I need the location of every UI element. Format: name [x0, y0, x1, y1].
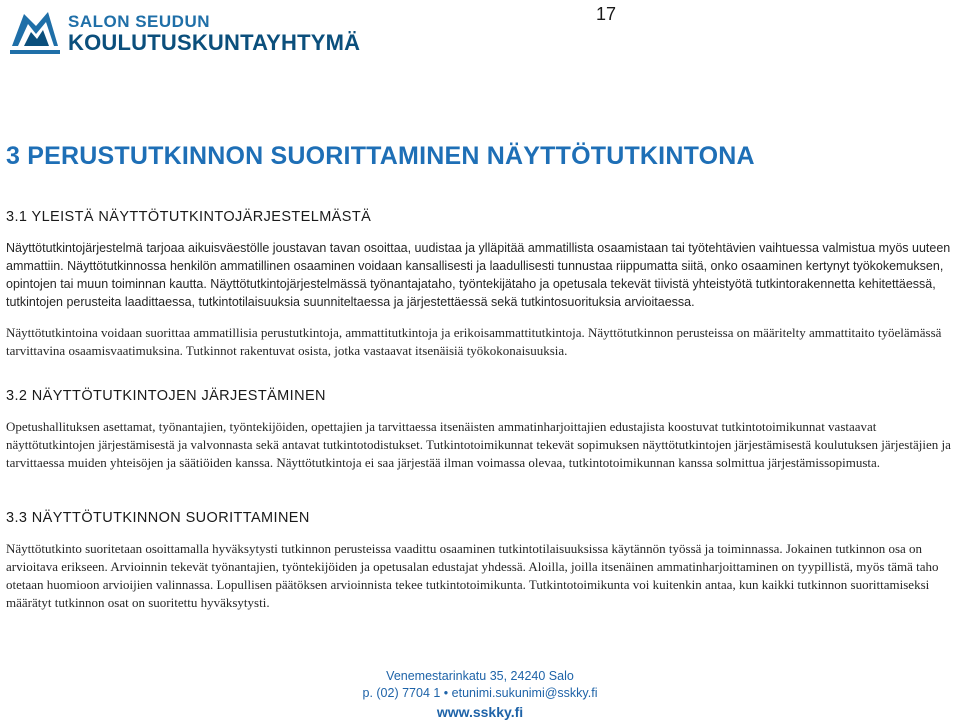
- logo-text: [68, 13, 360, 54]
- header-logo: [8, 6, 360, 60]
- section-3-1-heading: 3.1 YLEISTÄ NÄYTTÖTUTKINTOJÄRJESTELMÄSTÄ: [6, 209, 372, 225]
- section-3-heading: 3 PERUSTUTKINNON SUORITTAMINEN NÄYTTÖTUTKINTONA: [6, 142, 755, 170]
- document-content: [6, 142, 956, 612]
- footer-contact: p. (02) 7704 1 • etunimi.sukunimi@sskky.fi: [362, 686, 598, 700]
- logo-line2: KOULUTUSKUNTAYHTYMÄ: [68, 29, 361, 55]
- footer-website-link[interactable]: www.sskky.fi: [436, 704, 524, 720]
- page-number: 17: [595, 4, 616, 24]
- organization-logo-icon: [8, 6, 62, 60]
- footer: [330, 668, 630, 722]
- section-3-1-paragraph-1: Näyttötutkintojärjestelmä tarjoaa aikuisväestölle joustavan tavan osoittaa, uudistaa ja ylläpitää ammatillista osaamistaan tai työtehtävien vaihtuessa valmistua myös uuteen ammattiin. Näyttötutkinnossa henkilön ammatillinen osaaminen voidaan kansallisesti ja laadullisesti tunnustaa riippumatta siitä, onko osaaminen kertynyt työkokemuksen, opintojen tai muun toiminnan kautta. Näyttötutkintojärjestelmässä työnantajataho, työntekijätaho ja opetusala tekevät tiivistä yhteistyötä tutkintorakennetta kehitettäessä, tutkintojen perusteita laadittaessa, tutkintotilaisuuksia suunniteltaessa ja järjestettäessä sekä tutkintosuorituksia arvioitaessa.: [6, 241, 951, 309]
- footer-address: Venemestarinkatu 35, 24240 Salo: [386, 669, 574, 683]
- section-3-3-paragraph-1: Näyttötutkinto suoritetaan osoittamalla hyväksytysti tutkinnon perusteissa vaadittu osaaminen tutkintotilaisuuksissa käytännön työssä ja toiminnassa. Jokainen tutkinnon osa on arvioitava erikseen. Arvioinnin tekevät työnantajien, työntekijöiden ja opetusalan edustajat yhdessä. Aloilla, joilla itsenäinen ammatinharjoittaminen on tyypillistä, myös tämä taho otetaan huomioon arvioijien valinnassa. Lopullisen päätöksen arvioinnista tekee tutkintotoimikunta. Tutkintotoimikunta voi kuitenkin antaa, kun kaikki tutkinnon suorittamiseksi määrätyt tutkinnon osat on suoritettu hyväksytysti.: [6, 541, 939, 610]
- logo-line1: SALON SEUDUN: [68, 11, 211, 31]
- section-3-2-heading: 3.2 NÄYTTÖTUTKINTOJEN JÄRJESTÄMINEN: [6, 388, 326, 404]
- section-3-3-heading: 3.3 NÄYTTÖTUTKINNON SUORITTAMINEN: [6, 510, 310, 526]
- section-3-2-paragraph-1: Opetushallituksen asettamat, työnantajien, työntekijöiden, opettajien ja tarvittaessa itsenäisten ammatinharjoittajien edustajista koostuvat tutkintotoimikunnat vastaavat näyttötutkintojen järjestämisestä ja valvonnasta sekä antavat tutkintotodistukset. Tutkintotoimikunnat tekevät sopimuksen näyttötutkintojen järjestämisestä koulutuksen järjestäjien ja tarvittaessa muiden yhteisöjen ja säätiöiden kanssa. Näyttötutkintoja ei saa järjestää ilman voimassa olevaa, tutkintotoimikunnan kanssa solmittua järjestämissopimusta.: [6, 419, 951, 470]
- section-3-1-paragraph-2: Näyttötutkintoina voidaan suorittaa ammatillisia perustutkintoja, ammattitutkintoja ja erikoisammattitutkintoja. Näyttötutkinnon perusteissa on määritelty ammattitaito työelämässä tarvittavina osaamisvaatimuksina. Tutkinnot rakentuvat osista, jotka vastaavat itsenäisiä työkokonaisuuksia.: [6, 325, 942, 358]
